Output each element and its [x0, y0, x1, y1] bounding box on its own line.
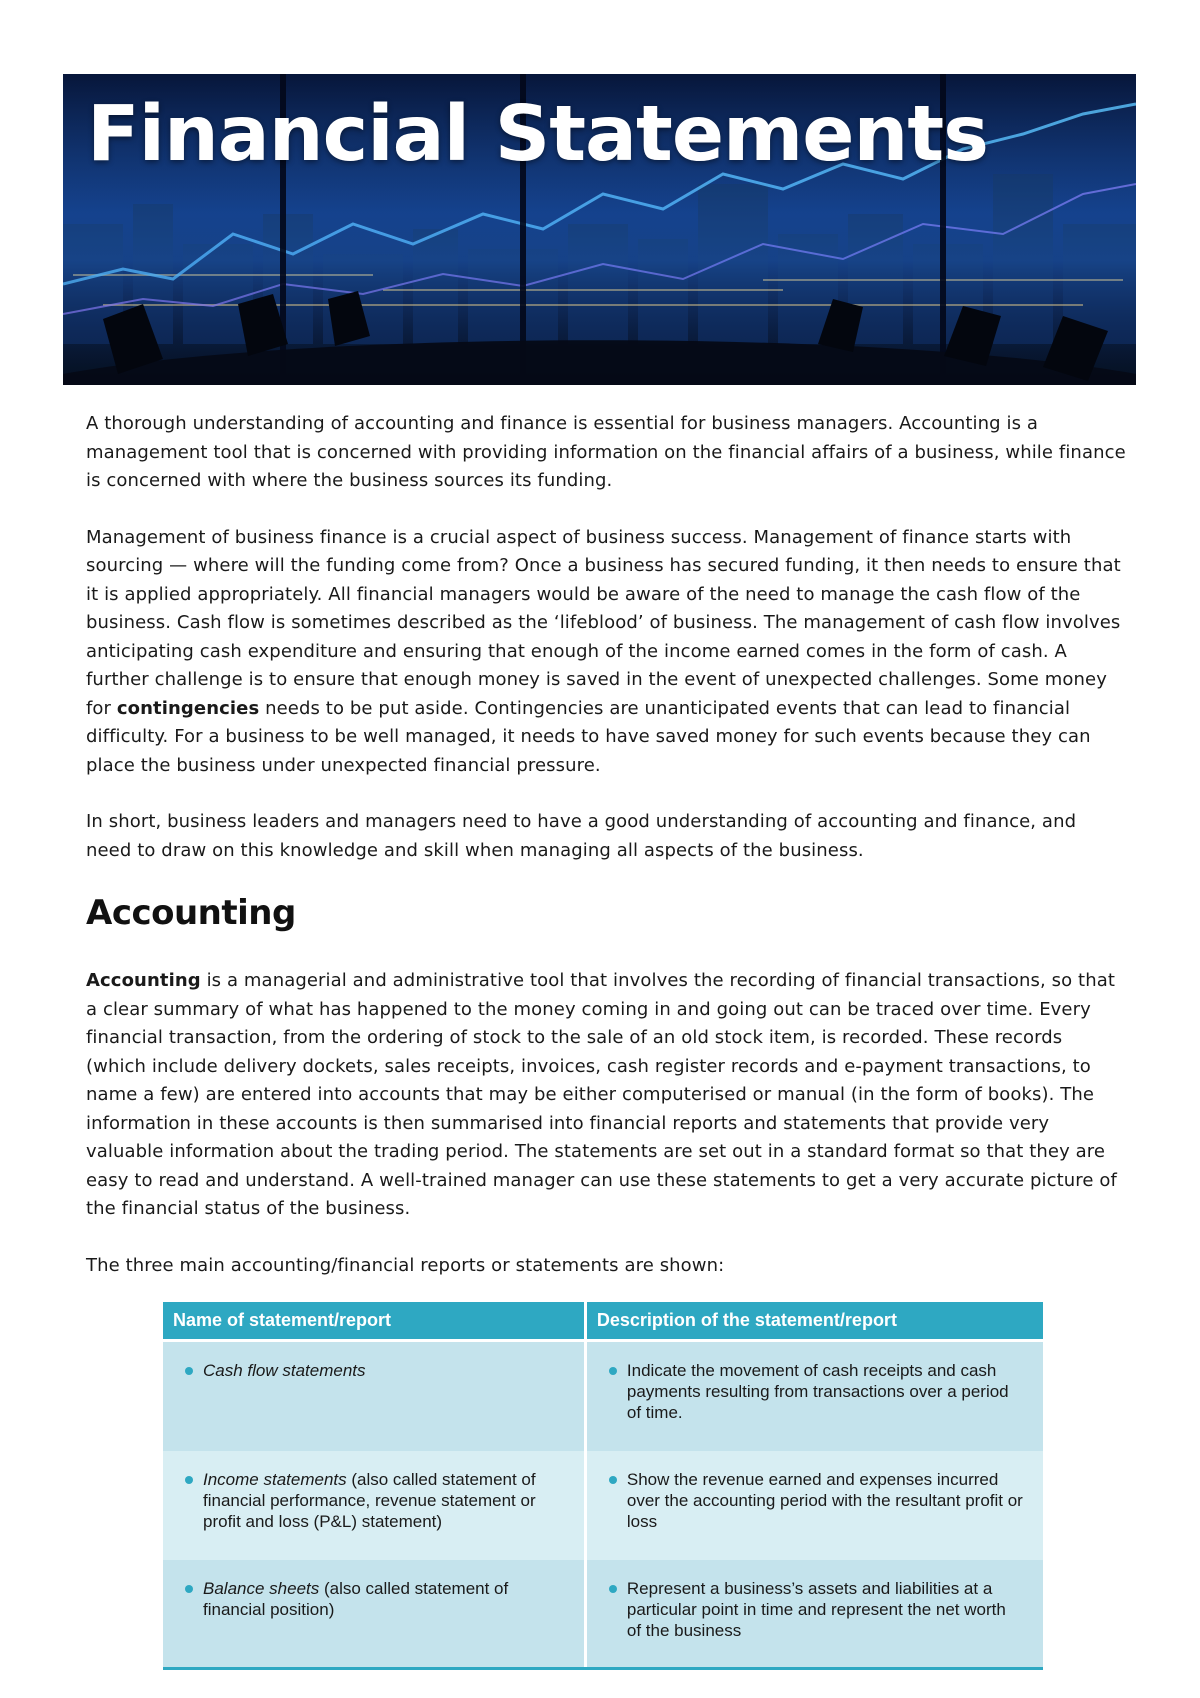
accounting-paragraph-1: Accounting is a managerial and administrative tool that involves the recording of financial transactions, so that a clear summary of what has happened to the money coming in and going out can be traced over time. Every financial transaction, from the ordering of stock to the sale of an old stock item, is recorded. These records (which include delivery dockets, sales receipts, invoices, cash register records and e-payment transactions, to name a few) are entered into accounts that may be either computerised or manual (in the form of books). The information in these accounts is then summarised into financial reports and statements that provide very valuable information about the trading period. The statements are set out in a standard format so that they are easy to read and understand. A well-trained manager can use these statements to get a very accurate picture of the financial status of the business.: [86, 970, 1117, 1219]
statement-description-cell: Indicate the movement of cash receipts and cash payments resulting from transactions over a period of time.: [585, 1341, 1043, 1452]
statement-description-cell: Represent a business’s assets and liabilities at a particular point in time and represent the net worth of the business: [585, 1560, 1043, 1669]
body-content: [86, 410, 1126, 1308]
bullet-icon: [609, 1367, 617, 1375]
intro-paragraph-2: Management of business finance is a crucial aspect of business success. Management of finance starts with sourcing — where will the funding come from? Once a business has secured funding, it then needs to ensure that it is applied appropriately. All financial managers would be aware of the need to manage the cash flow of the business. Cash flow is sometimes described as the ‘lifeblood’ of business. The management of cash flow involves anticipating cash expenditure and ensuring that enough of the income earned comes in the form of cash. A further challenge is to ensure that enough money is saved in the event of unexpected challenges. Some money for contingencies needs to be put aside. Contingencies are unanticipated events that can lead to financial difficulty. For a business to be well managed, it needs to have saved money for such events because they can place the business under unexpected financial pressure.: [86, 526, 1121, 776]
accounting-paragraph-2: The three main accounting/financial reports or statements are shown:: [86, 1254, 725, 1276]
statement-name-cell: Income statements (also called statement of financial performance, revenue statement or profit and loss (P&L) statement): [163, 1451, 585, 1560]
column-header-name: Name of statement/report: [163, 1302, 585, 1341]
bullet-icon: [185, 1585, 193, 1593]
table-row: [163, 1451, 1043, 1560]
contingencies-term: contingencies: [116, 697, 260, 719]
statement-description-cell: Show the revenue earned and expenses incurred over the accounting period with the resultant profit or loss: [585, 1451, 1043, 1560]
bullet-icon: [609, 1476, 617, 1484]
bullet-icon: [185, 1476, 193, 1484]
table-row: [163, 1560, 1043, 1669]
column-header-description: Description of the statement/report: [585, 1302, 1043, 1341]
table-header-row: [163, 1302, 1043, 1341]
intro-paragraph-3: In short, business leaders and managers need to have a good understanding of accounting and finance, and need to draw on this knowledge and skill when managing all aspects of the business.: [86, 811, 1077, 861]
statement-name-cell: Cash flow statements: [163, 1341, 585, 1452]
statements-table: [163, 1302, 1043, 1670]
accounting-heading: Accounting: [86, 893, 296, 933]
page-title: Financial Statements: [87, 90, 988, 179]
bullet-icon: [609, 1585, 617, 1593]
statement-name-cell: Balance sheets (also called statement of financial position): [163, 1560, 585, 1669]
table-row: [163, 1341, 1043, 1452]
intro-paragraph-1: A thorough understanding of accounting and finance is essential for business managers. Accounting is a management tool that is concerned with providing information on the financial affairs of a business, while finance is concerned with where the business sources its funding.: [86, 413, 1126, 491]
header-banner: [63, 74, 1136, 385]
accounting-term: Accounting: [86, 970, 201, 991]
bullet-icon: [185, 1367, 193, 1375]
